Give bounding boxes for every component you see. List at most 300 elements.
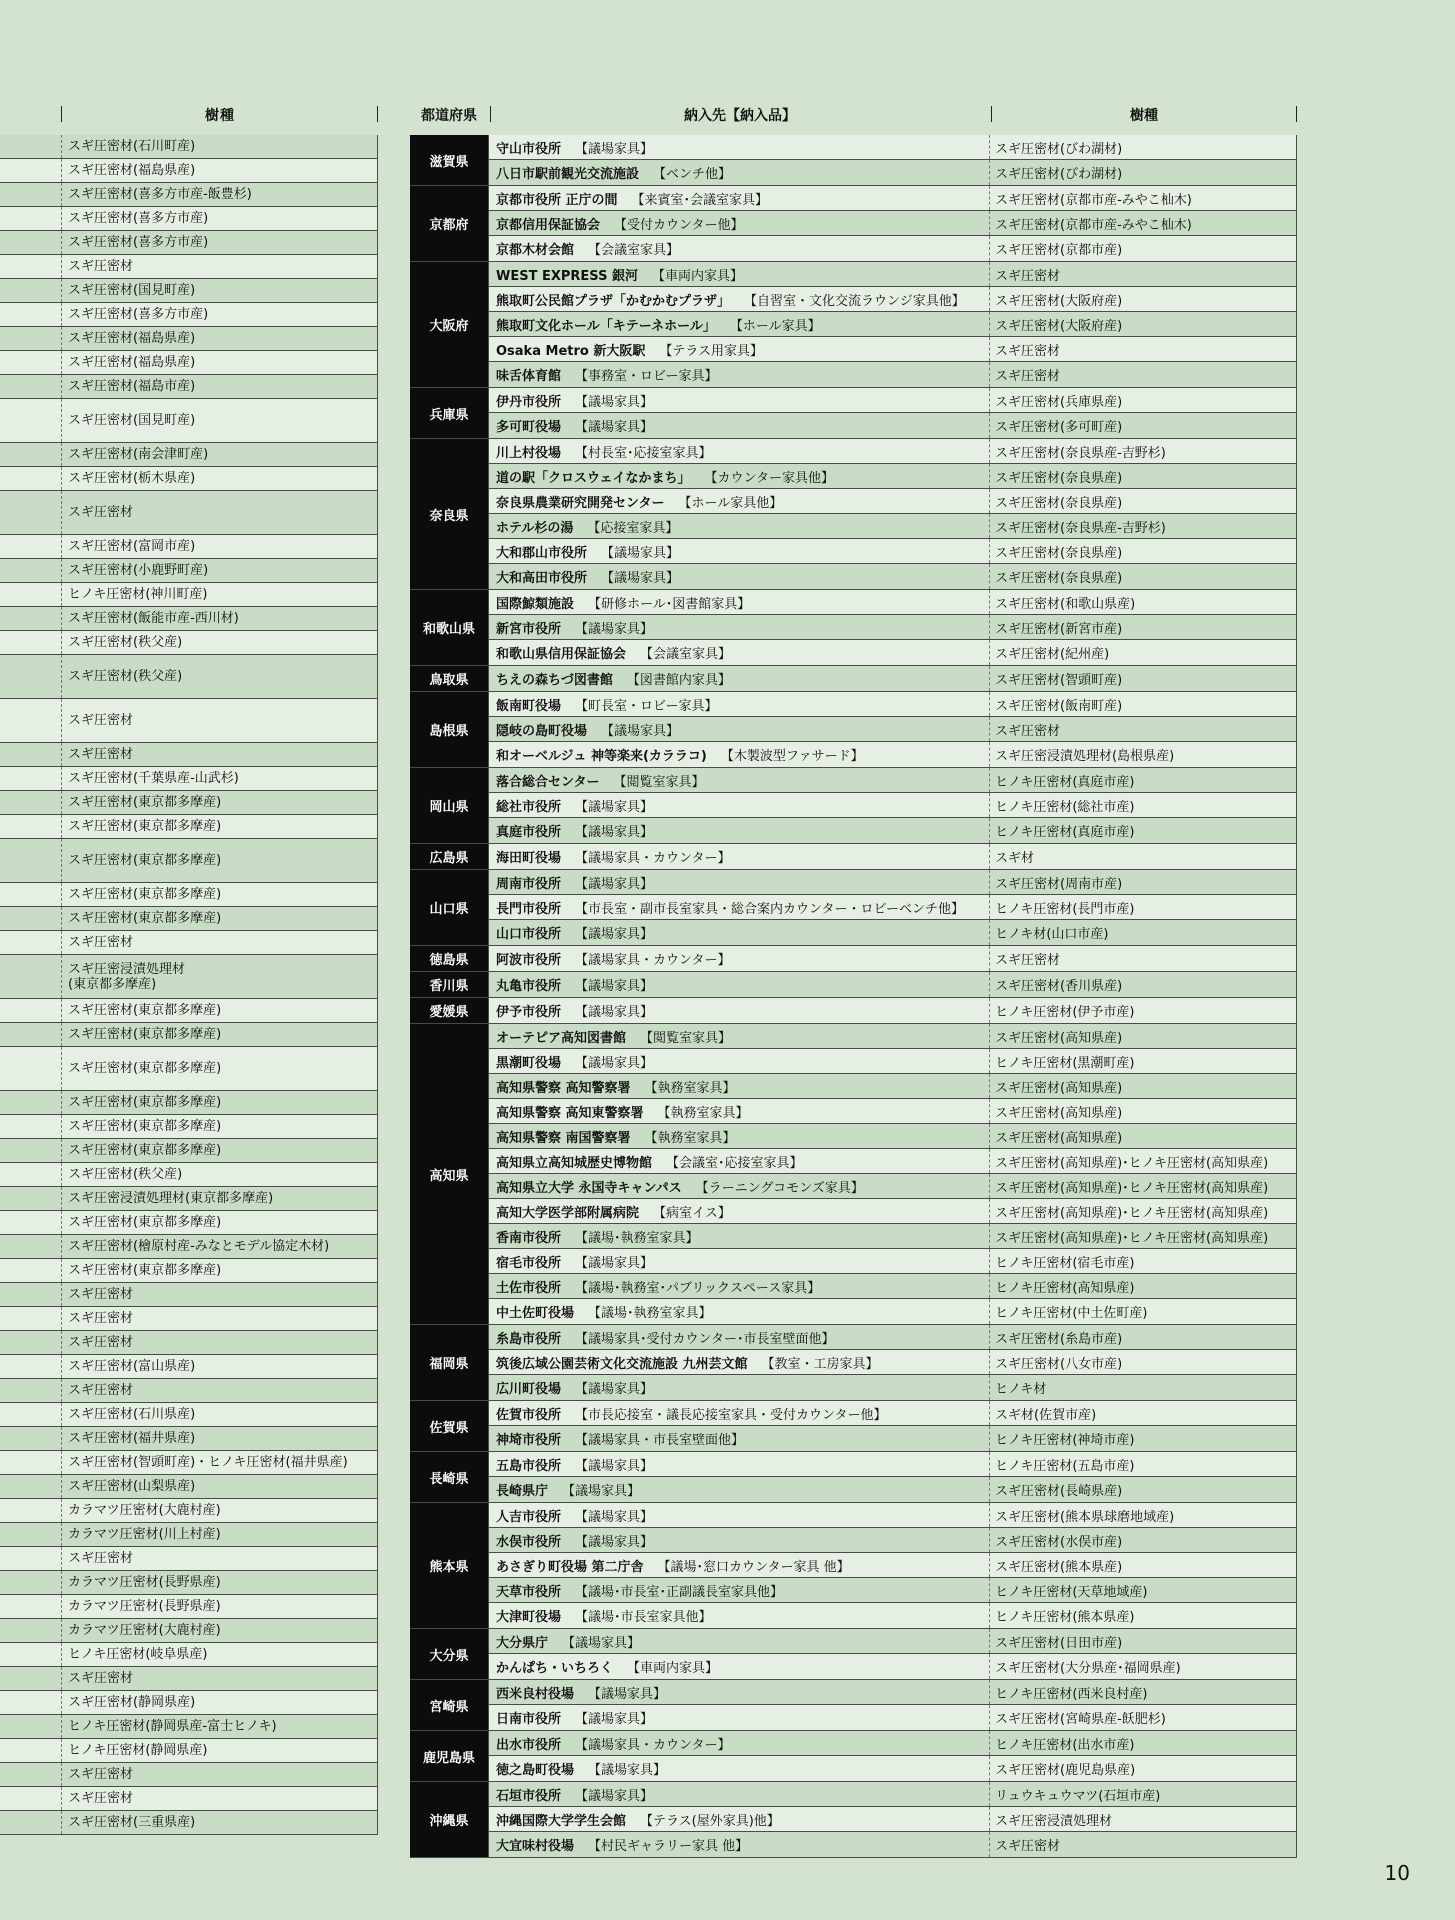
prefecture-label: 宮崎県 <box>410 1680 489 1730</box>
prefecture-header: 都道府県 <box>421 108 477 124</box>
prefecture-group <box>410 1503 1297 1629</box>
delivered-items: 【閲覧室家具】 <box>613 774 705 790</box>
delivery-row <box>489 160 1297 185</box>
delivery-row <box>489 717 1297 742</box>
delivery-row <box>489 1553 1297 1578</box>
delivery-row <box>489 972 1297 997</box>
left-table-row <box>0 1211 378 1235</box>
left-table-row <box>0 955 378 999</box>
species-cell: スギ圧密材(東京都多摩産) <box>68 795 222 810</box>
left-row-spacer <box>0 159 62 182</box>
delivery-row <box>489 439 1297 464</box>
prefecture-group <box>410 946 1297 972</box>
destination-cell <box>489 920 990 945</box>
destination-name: 神埼市役所 <box>496 1433 562 1448</box>
left-row-spacer <box>0 1187 62 1210</box>
destination-name: 山口市役所 <box>496 927 562 942</box>
delivery-row <box>489 262 1297 287</box>
destination-cell <box>489 514 990 538</box>
destination-cell <box>489 1477 990 1502</box>
left-table-row <box>0 999 378 1023</box>
left-row-spacer <box>0 839 62 882</box>
prefecture-group <box>410 1024 1297 1325</box>
destination-name: 和歌山県信用保証協会 <box>496 647 627 662</box>
delivered-items: 【ホール家具他】 <box>678 495 783 511</box>
species-cell: スギ圧密材(喜多方市産) <box>68 211 209 226</box>
delivery-row <box>489 793 1297 818</box>
species-cell: ヒノキ圧密材(静岡県産) <box>68 1743 208 1758</box>
delivered-items: 【議場家具】 <box>575 876 654 892</box>
species-cell: ヒノキ圧密材(黒潮町産) <box>990 1049 1297 1073</box>
delivered-items: 【議場家具・カウンター】 <box>575 1737 731 1753</box>
prefecture-group <box>410 1731 1297 1782</box>
left-table-row <box>0 1547 378 1571</box>
species-cell: スギ圧密材(栃木県産) <box>68 471 196 486</box>
delivered-items: 【車両内家具】 <box>627 1661 719 1676</box>
left-table-row <box>0 907 378 931</box>
destination-cell <box>489 1452 990 1476</box>
species-cell: スギ圧密材(静岡県産) <box>68 1695 196 1710</box>
left-row-spacer <box>0 1047 62 1090</box>
left-table-row <box>0 583 378 607</box>
delivered-items: 【ラーニングコモンズ家具】 <box>695 1180 864 1196</box>
left-row-spacer <box>0 883 62 906</box>
delivery-row <box>489 1199 1297 1224</box>
species-cell: スギ材 <box>990 844 1297 869</box>
delivery-row <box>489 640 1297 665</box>
destination-name: 隠岐の島町役場 <box>496 723 588 739</box>
delivery-row <box>489 1325 1297 1350</box>
delivered-items: 【議場家具】 <box>575 621 654 637</box>
species-cell: スギ圧密材(新宮市産) <box>990 615 1297 639</box>
destination-cell <box>489 1503 990 1527</box>
species-cell: スギ圧密材(奈良県産) <box>990 539 1297 563</box>
delivered-items: 【議場家具】 <box>575 1509 654 1525</box>
destination-cell <box>489 262 990 286</box>
destination-cell <box>489 998 990 1023</box>
destination-name: 宿毛市役所 <box>496 1255 562 1271</box>
destination-name: 京都信用保証協会 <box>496 217 601 233</box>
species-cell: スギ圧密材(京都市産) <box>990 236 1297 261</box>
delivered-items: 【議場家具】 <box>575 1458 654 1474</box>
species-cell: スギ圧密材(東京都多摩産) <box>68 819 222 834</box>
left-row-spacer <box>0 955 62 998</box>
destination-cell <box>489 1174 990 1198</box>
species-cell: スギ圧密材(東京都多摩産) <box>68 853 222 868</box>
destination-name: 出水市役所 <box>496 1737 562 1753</box>
species-cell: スギ圧密材 <box>990 946 1297 971</box>
species-cell: スギ圧密材(福島県産) <box>68 163 196 178</box>
destination-cell <box>489 793 990 817</box>
destination-name: かんぱち・いちろく <box>496 1661 614 1676</box>
left-table-row <box>0 303 378 327</box>
prefecture-group <box>410 439 1297 590</box>
left-table-row <box>0 1643 378 1667</box>
left-row-spacer <box>0 327 62 350</box>
delivery-row <box>489 1756 1297 1781</box>
left-table-row <box>0 1691 378 1715</box>
prefecture-label: 鳥取県 <box>410 666 489 691</box>
left-row-spacer <box>0 1667 62 1690</box>
left-table-row <box>0 1571 378 1595</box>
left-table-row <box>0 1331 378 1355</box>
left-row-spacer <box>0 907 62 930</box>
species-cell: スギ圧密材(奈良県産-吉野杉) <box>990 514 1297 538</box>
delivery-row <box>489 615 1297 640</box>
destination-name: 石垣市役所 <box>496 1788 562 1804</box>
species-cell: スギ圧密材(大阪府産) <box>990 287 1297 311</box>
species-cell: スギ圧密材(千葉県産-山武杉) <box>68 771 239 786</box>
species-cell: スギ圧密材(富岡市産) <box>68 539 196 554</box>
prefecture-label: 香川県 <box>410 972 489 997</box>
species-cell: ヒノキ圧密材(西米良村産) <box>990 1680 1297 1704</box>
delivery-row <box>489 1654 1297 1679</box>
species-cell: スギ圧密材(東京都多摩産) <box>68 911 222 926</box>
destination-cell <box>489 1603 990 1628</box>
delivery-row <box>489 1629 1297 1654</box>
destination-cell <box>489 1249 990 1273</box>
delivered-items: 【会議室家具】 <box>640 647 732 662</box>
species-cell: スギ圧密材(大分県産･福岡県産) <box>990 1654 1297 1679</box>
species-cell: スギ圧密材(京都市産-みやこ杣木) <box>990 211 1297 235</box>
destination-name: 西米良村役場 <box>496 1686 575 1702</box>
prefecture-label: 徳島県 <box>410 946 489 971</box>
species-cell: ヒノキ圧密材(中土佐町産) <box>990 1299 1297 1324</box>
delivery-row <box>489 1503 1297 1528</box>
species-cell: スギ圧密材 <box>990 717 1297 741</box>
left-row-spacer <box>0 375 62 398</box>
left-row-spacer <box>0 1571 62 1594</box>
destination-cell <box>489 135 990 159</box>
destination-cell <box>489 717 990 741</box>
delivered-items: 【図書館内家具】 <box>626 673 731 688</box>
species-cell: ヒノキ圧密材(静岡県産-富士ヒノキ) <box>68 1719 277 1734</box>
delivered-items: 【議場家具】 <box>575 420 654 435</box>
species-cell: スギ圧密浸漬処理材 (東京都多摩産) <box>68 961 186 992</box>
delivery-row <box>489 1124 1297 1149</box>
prefecture-label: 山口県 <box>410 870 489 945</box>
left-table-row <box>0 1499 378 1523</box>
species-cell: スギ圧密材 <box>990 262 1297 286</box>
destination-cell <box>489 1199 990 1223</box>
species-cell: リュウキュウマツ(石垣市産) <box>990 1782 1297 1806</box>
delivery-row <box>489 1249 1297 1274</box>
delivered-items: 【執務室家具】 <box>644 1130 736 1146</box>
destination-name: 川上村役場 <box>496 445 562 461</box>
prefecture-label: 佐賀県 <box>410 1401 489 1451</box>
delivered-items: 【議場家具】 <box>575 799 654 815</box>
delivery-row <box>489 920 1297 945</box>
species-cell: スギ圧密材 <box>990 1832 1297 1857</box>
species-cell: ヒノキ圧密材(真庭市産) <box>990 768 1297 792</box>
destination-cell <box>489 1375 990 1400</box>
left-table-row <box>0 183 378 207</box>
destination-cell <box>489 1325 990 1349</box>
destination-name: 京都木材会館 <box>496 243 575 258</box>
delivered-items: 【議場家具・カウンター】 <box>575 851 731 866</box>
delivery-row <box>489 287 1297 312</box>
delivery-row <box>489 1731 1297 1756</box>
delivery-row <box>489 590 1297 615</box>
left-row-spacer <box>0 491 62 534</box>
delivery-row <box>489 946 1297 971</box>
prefecture-label: 和歌山県 <box>410 590 489 665</box>
right-table <box>410 135 1297 1858</box>
species-cell: ヒノキ圧密材(長門市産) <box>990 895 1297 919</box>
left-row-spacer <box>0 1023 62 1046</box>
species-cell: スギ圧密材(糸島市産) <box>990 1325 1297 1349</box>
species-cell: スギ圧密浸漬処理材(島根県産) <box>990 742 1297 767</box>
delivery-row <box>489 1174 1297 1199</box>
destination-name: 日南市役所 <box>496 1712 562 1727</box>
left-row-spacer <box>0 743 62 766</box>
prefecture-label: 鹿児島県 <box>410 1731 489 1781</box>
destination-name: 真庭市役所 <box>496 825 562 840</box>
destination-cell <box>489 1224 990 1248</box>
species-cell: スギ圧密材(香川県産) <box>990 972 1297 997</box>
left-table-row <box>0 1763 378 1787</box>
left-table-row <box>0 443 378 467</box>
species-cell: スギ圧密材(奈良県産-吉野杉) <box>990 439 1297 463</box>
destination-cell <box>489 1832 990 1857</box>
left-table-row <box>0 699 378 743</box>
species-cell: ヒノキ材(山口市産) <box>990 920 1297 945</box>
species-cell: スギ圧密材(東京都多摩産) <box>68 1027 222 1042</box>
delivered-items: 【議場家具】 <box>588 1686 667 1702</box>
delivered-items: 【議場･窓口カウンター家具 他】 <box>657 1559 850 1575</box>
left-table-row <box>0 327 378 351</box>
prefecture-label: 長崎県 <box>410 1452 489 1502</box>
prefecture-group <box>410 262 1297 388</box>
destination-cell <box>489 1401 990 1425</box>
delivery-row <box>489 135 1297 160</box>
species-cell: スギ材(佐賀市産) <box>990 1401 1297 1425</box>
left-row-spacer <box>0 1139 62 1162</box>
destination-cell <box>489 1149 990 1173</box>
left-table-row <box>0 255 378 279</box>
destination-name: 奈良県農業研究開発センター <box>496 495 665 511</box>
left-table-row <box>0 135 378 159</box>
delivered-items: 【議場家具】 <box>575 927 654 942</box>
destination-name: WEST EXPRESS 銀河 <box>496 268 638 284</box>
species-cell: スギ圧密材 <box>68 505 134 520</box>
delivered-items: 【議場家具】 <box>601 545 680 561</box>
species-cell: スギ圧密材(飯能市産-西川材) <box>68 611 239 626</box>
species-cell: ヒノキ圧密材(真庭市産) <box>990 818 1297 843</box>
species-cell: カラマツ圧密材(長野県産) <box>68 1575 221 1590</box>
delivery-row <box>489 186 1297 211</box>
prefecture-label: 愛媛県 <box>410 998 489 1023</box>
prefecture-group <box>410 1452 1297 1503</box>
left-table-row <box>0 1739 378 1763</box>
delivered-items: 【カウンター家具他】 <box>704 470 834 486</box>
species-cell: スギ圧密材(八女市産) <box>990 1350 1297 1374</box>
delivery-row <box>489 1274 1297 1299</box>
left-table-row <box>0 1619 378 1643</box>
species-cell: スギ圧密浸漬処理材 <box>990 1807 1297 1831</box>
left-table-row <box>0 491 378 535</box>
left-row-spacer <box>0 931 62 954</box>
species-cell: ヒノキ圧密材(伊予市産) <box>990 998 1297 1023</box>
left-row-spacer <box>0 583 62 606</box>
species-cell: スギ圧密材(秩父産) <box>68 669 183 684</box>
destination-name: 沖縄国際大学学生会館 <box>496 1813 627 1829</box>
delivered-items: 【議場家具】 <box>575 1712 654 1727</box>
species-cell: スギ圧密材(高知県産)･ヒノキ圧密材(高知県産) <box>990 1224 1297 1248</box>
prefecture-group <box>410 135 1297 186</box>
species-cell: カラマツ圧密材(大鹿村産) <box>68 1623 221 1638</box>
destination-name: 総社市役所 <box>496 799 562 815</box>
destination-name: 飯南町役場 <box>496 698 562 714</box>
delivery-row <box>489 211 1297 236</box>
delivered-items: 【会議室･応接室家具】 <box>666 1155 803 1171</box>
species-cell: スギ圧密材 <box>68 935 134 950</box>
left-row-spacer <box>0 467 62 490</box>
delivery-row <box>489 844 1297 869</box>
delivery-row <box>489 1401 1297 1426</box>
destination-name: 高知県警察 高知警察署 <box>496 1080 631 1096</box>
species-cell: スギ圧密材(びわ湖材) <box>990 135 1297 159</box>
species-cell: スギ圧密材(熊本県球磨地域産) <box>990 1503 1297 1527</box>
species-cell: ヒノキ圧密材(出水市産) <box>990 1731 1297 1755</box>
prefecture-group <box>410 388 1297 439</box>
delivered-items: 【村民ギャラリー家具 他】 <box>588 1839 749 1854</box>
destination-name: あさぎり町役場 第二庁舎 <box>496 1559 644 1575</box>
species-cell: スギ圧密材(喜多方市産-飯豊杉) <box>68 187 252 202</box>
destination-name: 京都市役所 正庁の間 <box>496 192 618 208</box>
left-header <box>0 102 380 126</box>
left-table-row <box>0 1811 378 1835</box>
species-cell: スギ圧密材 <box>990 337 1297 361</box>
delivery-row <box>489 692 1297 717</box>
destination-cell <box>489 1124 990 1148</box>
destination-name: 丸亀市役所 <box>496 979 562 994</box>
destination-cell <box>489 211 990 235</box>
species-cell: スギ圧密材 <box>68 713 134 728</box>
left-row-spacer <box>0 631 62 654</box>
destination-cell <box>489 1299 990 1324</box>
delivery-row <box>489 464 1297 489</box>
left-row-spacer <box>0 231 62 254</box>
prefecture-label: 大分県 <box>410 1629 489 1679</box>
species-cell: スギ圧密材 <box>68 1287 134 1302</box>
delivery-row <box>489 870 1297 895</box>
species-cell: スギ圧密材(京都市産-みやこ杣木) <box>990 186 1297 210</box>
left-row-spacer <box>0 1691 62 1714</box>
destination-name: 筑後広域公園芸術文化交流施設 九州芸文館 <box>496 1356 748 1372</box>
left-row-spacer <box>0 1283 62 1306</box>
species-cell: スギ圧密材(福井県産) <box>68 1431 196 1446</box>
prefecture-label: 高知県 <box>410 1024 489 1324</box>
left-table-row <box>0 399 378 443</box>
destination-cell <box>489 312 990 336</box>
left-table-row <box>0 1283 378 1307</box>
left-row-spacer <box>0 1307 62 1330</box>
delivery-row <box>489 768 1297 793</box>
prefecture-label: 滋賀県 <box>410 135 489 185</box>
destination-cell <box>489 870 990 894</box>
left-table-row <box>0 1475 378 1499</box>
species-cell: スギ圧密材(智頭町産) <box>990 666 1297 691</box>
destination-cell <box>489 1426 990 1451</box>
delivered-items: 【ホール家具】 <box>729 318 821 334</box>
destination-name: 多可町役場 <box>496 420 562 435</box>
destination-cell <box>489 160 990 185</box>
destination-name: 土佐市役所 <box>496 1280 562 1296</box>
delivery-row <box>489 1680 1297 1705</box>
delivered-items: 【議場･市長室･正副議長室家具他】 <box>575 1584 784 1600</box>
prefecture-label: 大阪府 <box>410 262 489 387</box>
species-cell: スギ圧密材(三重県産) <box>68 1815 196 1830</box>
species-cell: スギ圧密材(福島県産) <box>68 331 196 346</box>
destination-cell <box>489 1528 990 1552</box>
species-cell: スギ圧密材 <box>68 747 134 762</box>
species-cell: スギ圧密材 <box>68 1791 134 1806</box>
left-row-spacer <box>0 1619 62 1642</box>
delivery-row <box>489 362 1297 387</box>
left-table-row <box>0 1259 378 1283</box>
species-cell: スギ圧密材 <box>68 1311 134 1326</box>
prefecture-label: 島根県 <box>410 692 489 767</box>
destination-name: 広川町役場 <box>496 1382 562 1397</box>
destination-name: 長崎県庁 <box>496 1484 549 1499</box>
left-table-row <box>0 1379 378 1403</box>
species-cell: スギ圧密材(周南市産) <box>990 870 1297 894</box>
destination-name: 高知県警察 南国警察署 <box>496 1130 631 1146</box>
left-table-row <box>0 1667 378 1691</box>
prefecture-group <box>410 590 1297 666</box>
species-cell: スギ圧密材(飯南町産) <box>990 692 1297 716</box>
destination-name: 佐賀市役所 <box>496 1407 562 1423</box>
delivery-row <box>489 1099 1297 1124</box>
destination-name: 阿波市役所 <box>496 953 562 968</box>
species-cell: スギ圧密材 <box>68 259 134 274</box>
prefecture-label: 福岡県 <box>410 1325 489 1400</box>
destination-name: 高知県立高知城歴史博物館 <box>496 1155 653 1171</box>
species-cell: スギ圧密材(石川県産) <box>68 1407 196 1422</box>
delivered-items: 【応接室家具】 <box>587 520 679 536</box>
destination-cell <box>489 1578 990 1602</box>
destination-cell <box>489 1274 990 1298</box>
header-divider <box>1296 106 1297 122</box>
destination-cell <box>489 640 990 665</box>
left-table-row <box>0 1235 378 1259</box>
left-table-row <box>0 375 378 399</box>
destination-cell <box>489 1705 990 1730</box>
delivery-row <box>489 337 1297 362</box>
destination-cell <box>489 539 990 563</box>
left-row-spacer <box>0 815 62 838</box>
delivered-items: 【議場家具】 <box>562 1635 641 1651</box>
destination-cell <box>489 1553 990 1577</box>
species-cell: スギ圧密材(びわ湖材) <box>990 160 1297 185</box>
left-table-row <box>0 1091 378 1115</box>
destination-name: 和オーベルジュ 神等楽来(カララコ) <box>496 749 707 764</box>
destination-name: 熊取町公民館プラザ「かむかむプラザ」 <box>496 293 731 309</box>
delivery-row <box>489 312 1297 337</box>
destination-cell <box>489 1782 990 1806</box>
delivery-row <box>489 998 1297 1023</box>
prefecture-group <box>410 768 1297 844</box>
species-cell: スギ圧密材(国見町産) <box>68 283 196 298</box>
left-table-row <box>0 279 378 303</box>
prefecture-label: 兵庫県 <box>410 388 489 438</box>
destination-name: 伊予市役所 <box>496 1005 562 1020</box>
species-cell: ヒノキ圧密材(岐阜県産) <box>68 1647 208 1662</box>
species-cell: スギ圧密材 <box>68 1767 134 1782</box>
destination-name: 高知大学医学部附属病院 <box>496 1205 640 1221</box>
prefecture-group <box>410 870 1297 946</box>
